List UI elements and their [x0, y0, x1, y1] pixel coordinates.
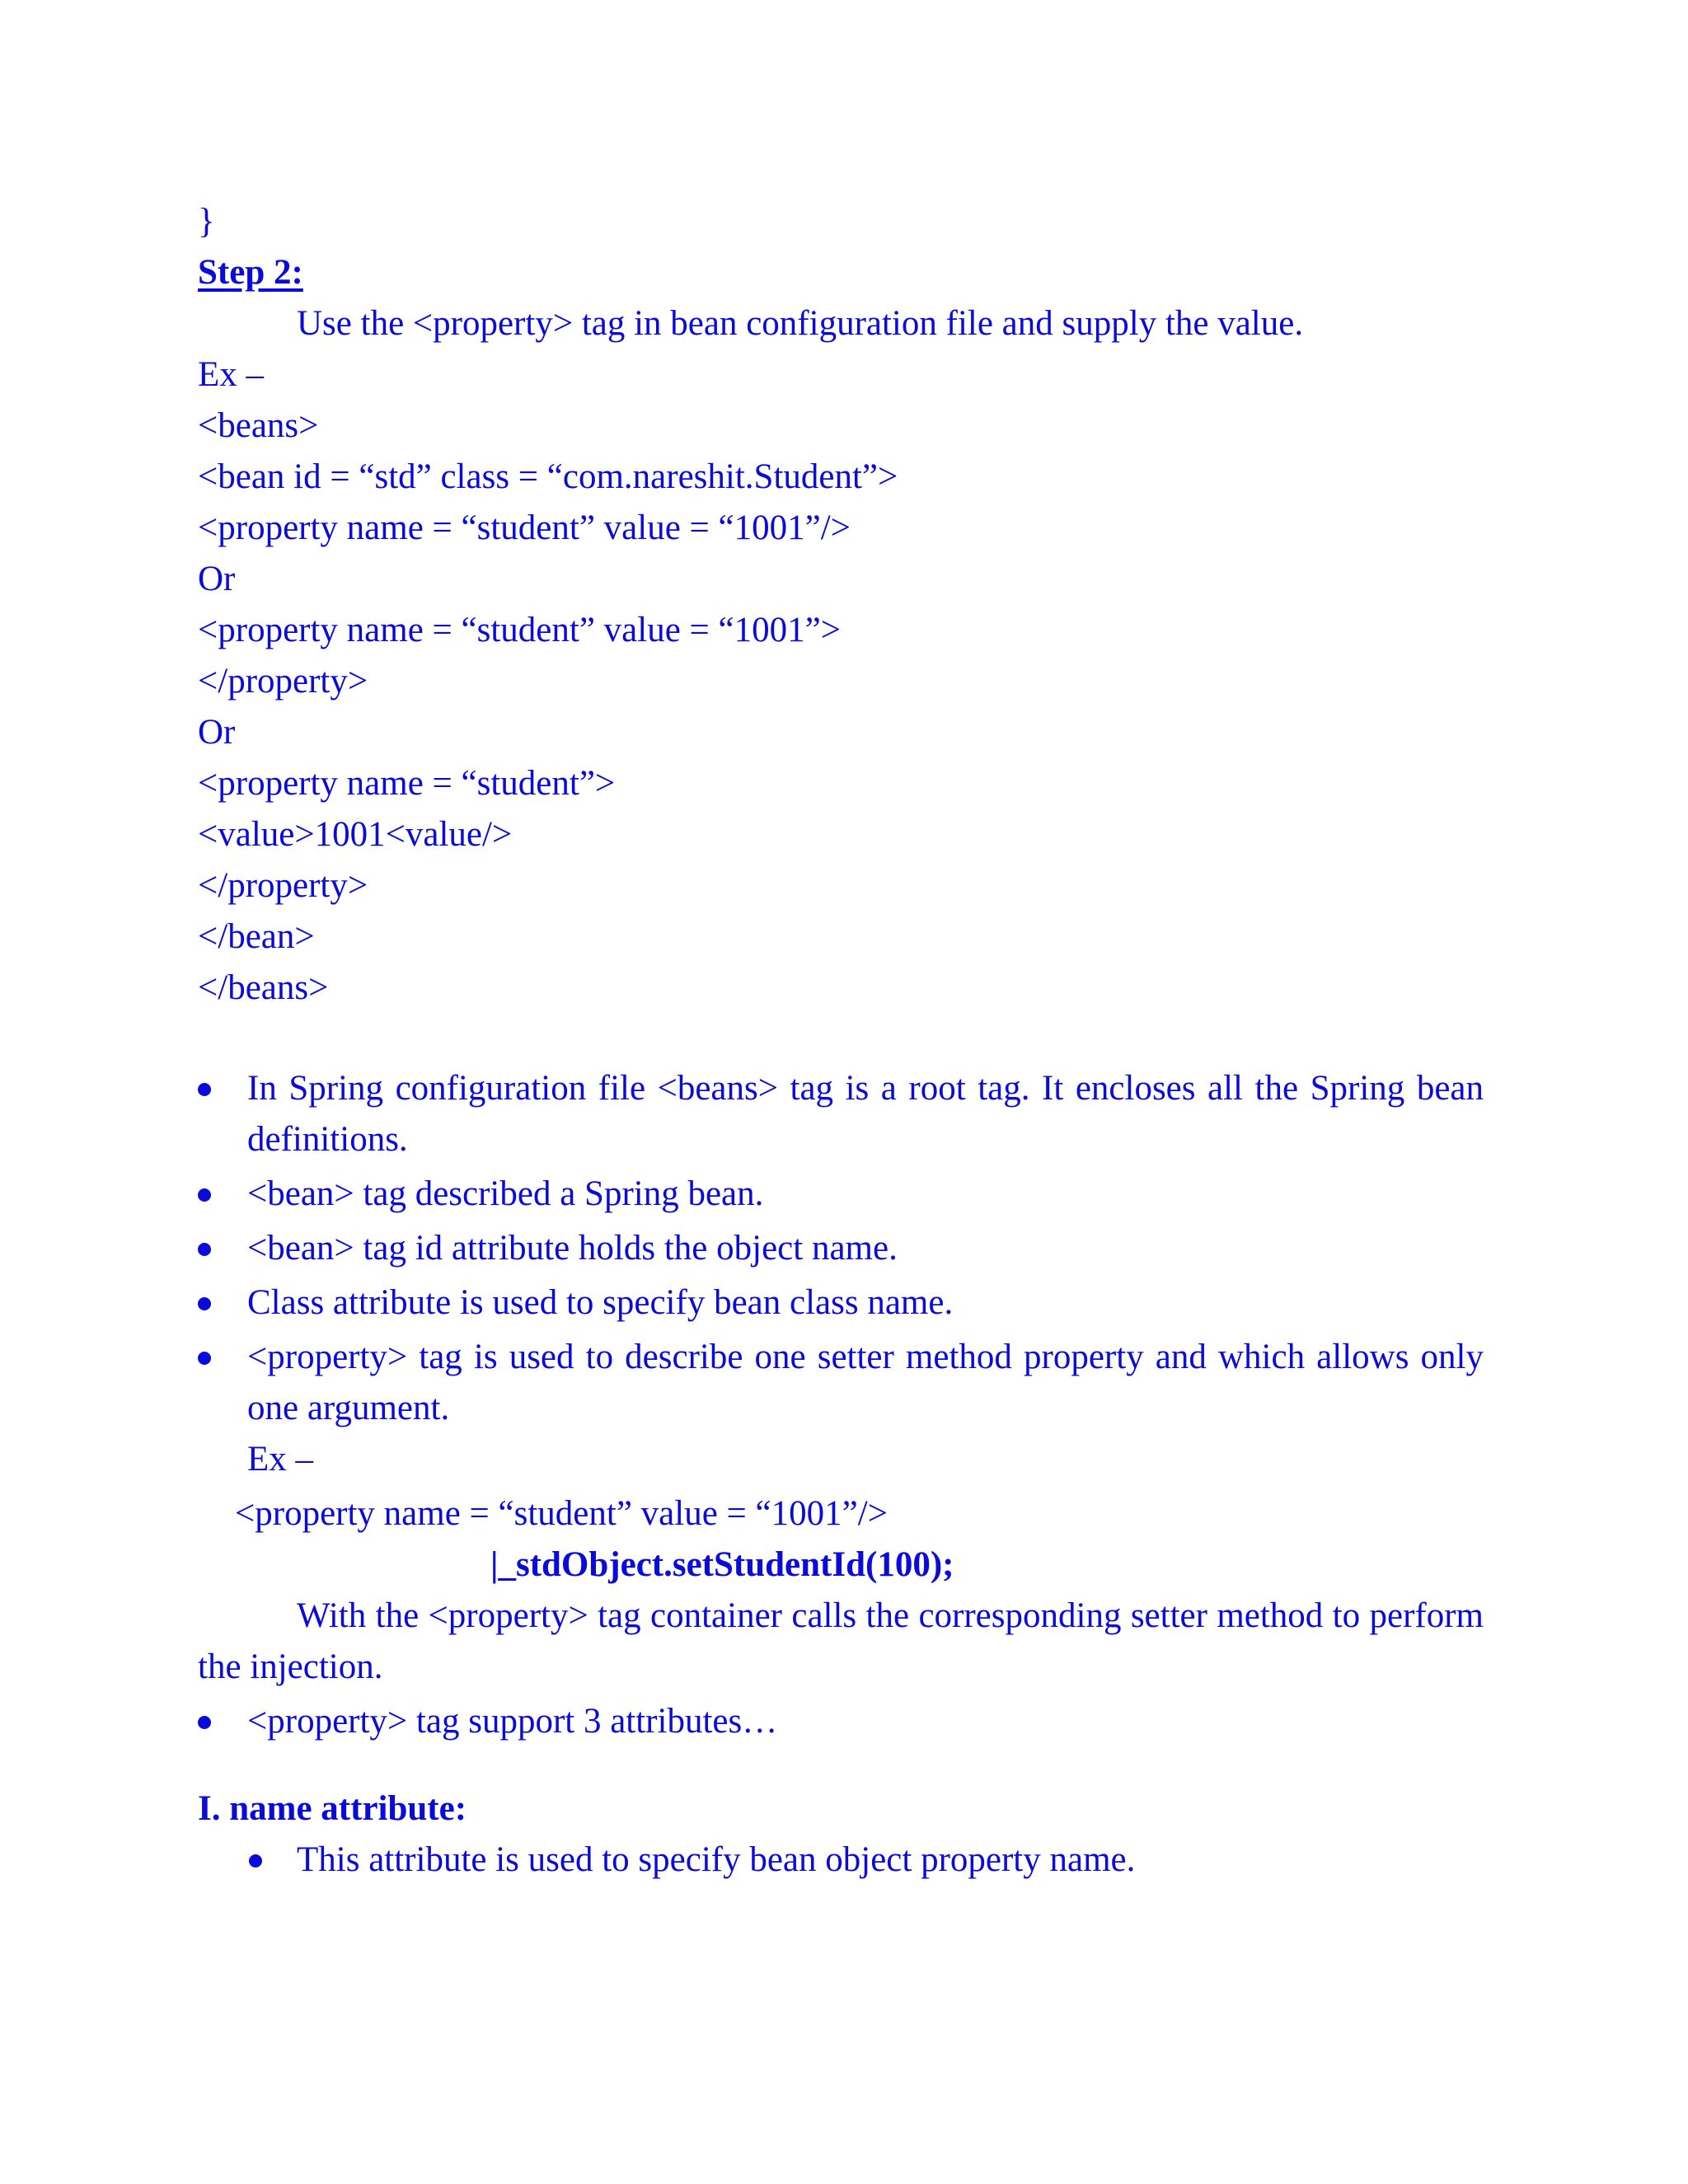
code-line: <value>1001<value/>	[198, 815, 513, 854]
list-item-text: This attribute is used to specify bean object property name.	[297, 1840, 1136, 1879]
list-item-text: In Spring configuration file <beans> tag is a root tag. It encloses all the Spring bean definitions.	[247, 1069, 1484, 1159]
code-line: <bean id = “std” class = “com.nareshit.Student”>	[198, 457, 898, 496]
bullet-icon	[198, 1243, 211, 1256]
bullet-icon	[198, 1716, 211, 1729]
code-line: Or	[198, 560, 236, 598]
code-line: <beans>	[198, 406, 319, 445]
list-item	[198, 1332, 1484, 1485]
bullet-list	[198, 1063, 1484, 1485]
code-line: </bean>	[198, 917, 315, 956]
document-page	[198, 196, 1484, 1886]
code-line: Or	[198, 713, 236, 752]
code-line: </property>	[198, 662, 368, 701]
list-item-text: <property> tag is used to describe one setter method property and which allows only one argument.	[247, 1338, 1484, 1427]
bullet-icon	[249, 1854, 262, 1868]
code-line: <property name = “student” value = “1001”/>	[198, 509, 851, 547]
step-2-intro: Use the <property> tag in bean configuration file and supply the value.	[297, 304, 1304, 343]
nested-bullet-list	[198, 1835, 1484, 1886]
name-attribute-heading: I. name attribute:	[198, 1789, 467, 1828]
bullet-list	[198, 1696, 1484, 1747]
list-item-text: <property> tag support 3 attributes…	[247, 1702, 778, 1741]
code-line: <property name = “student” value = “1001”>	[198, 611, 841, 649]
list-item-text: <bean> tag described a Spring bean.	[247, 1174, 764, 1213]
code-line: </property>	[198, 866, 368, 905]
code-line: <property name = “student”>	[198, 764, 616, 803]
example-code: <property name = “student” value = “1001”/>	[235, 1494, 888, 1533]
list-item-text: <bean> tag id attribute holds the object name.	[247, 1229, 898, 1268]
example-explanation: With the <property> tag container calls the corresponding setter method to perform the injection.	[198, 1596, 1484, 1686]
bullet-icon	[198, 1352, 211, 1365]
code-line: </beans>	[198, 968, 329, 1007]
list-item	[198, 1696, 1484, 1747]
xml-code-block	[198, 401, 1484, 1014]
bullet-icon	[198, 1083, 211, 1096]
list-item	[198, 1169, 1484, 1220]
bullet-icon	[198, 1297, 211, 1310]
list-item	[198, 1223, 1484, 1274]
bullet-icon	[198, 1188, 211, 1202]
list-item	[198, 1277, 1484, 1329]
example-label: Ex –	[198, 355, 265, 394]
step-2-heading: Step 2:	[198, 253, 303, 292]
list-item-text: Class attribute is used to specify bean class name.	[247, 1283, 954, 1322]
example-label: Ex –	[247, 1440, 314, 1479]
list-item	[198, 1063, 1484, 1165]
setter-call: |_stdObject.setStudentId(100);	[490, 1545, 954, 1584]
closing-brace: }	[198, 202, 215, 241]
list-item	[198, 1835, 1484, 1886]
